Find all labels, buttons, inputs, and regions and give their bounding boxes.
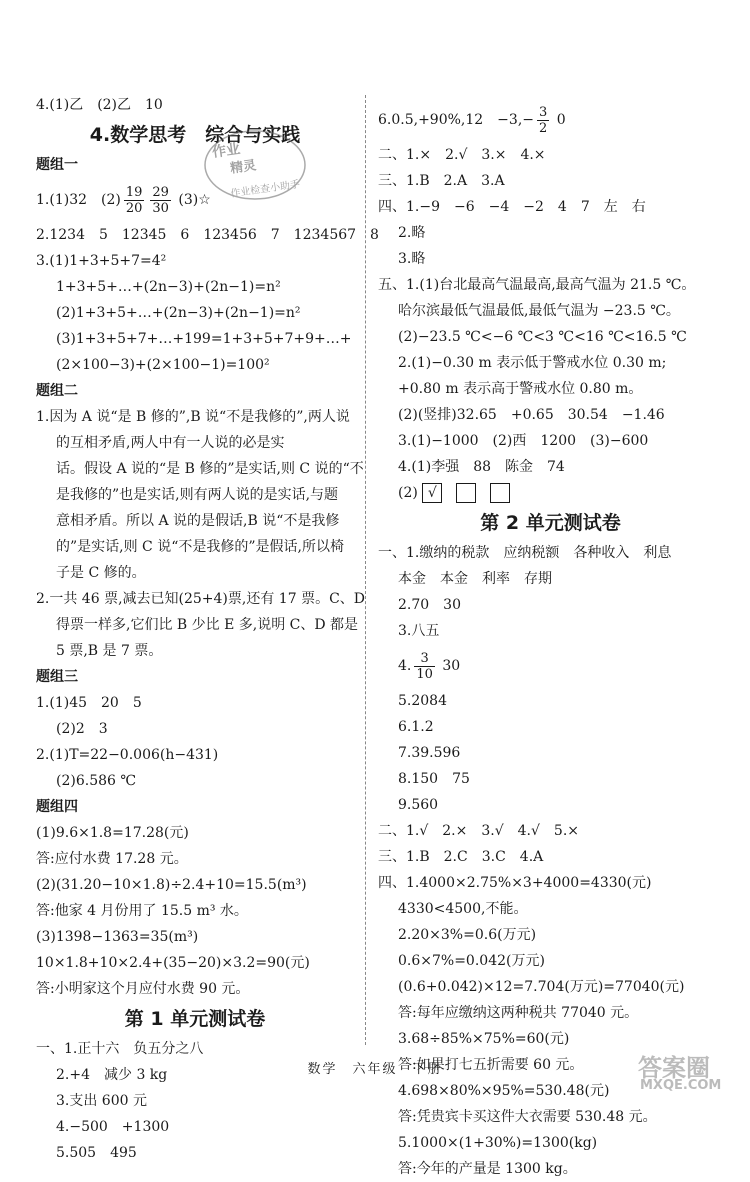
stamp-text: 作业 — [211, 141, 242, 161]
answer-line: 1.(1)45 20 5 — [36, 695, 142, 711]
watermark-text: 答案圈 — [638, 1054, 710, 1082]
answer-line: 2.+4 减少 3 kg — [56, 1067, 168, 1083]
fraction-denominator: 30 — [152, 200, 169, 216]
answer-line: 2.1234 5 12345 6 123456 7 1234567 8 — [36, 227, 379, 243]
answer-line: 2.(1)T=22−0.006(h−431) — [36, 747, 219, 763]
fraction — [537, 105, 549, 136]
right-column — [378, 98, 723, 1182]
group-title-1: 题组一 — [36, 157, 78, 173]
answer-line-fractions — [378, 644, 723, 688]
answer-line: 4.(1)李强 88 陈金 74 — [398, 459, 565, 475]
answer-line: 6.1.2 — [398, 719, 434, 735]
answer-line: 8.150 75 — [398, 771, 470, 787]
answer-line: 四、1.−9 −6 −4 −2 4 7 左 右 — [378, 199, 646, 215]
answer-line: (3)1398−1363=35(m³) — [36, 929, 199, 945]
answer-line: (2)1+3+5+…+(2n−3)+(2n−1)=n² — [56, 305, 301, 321]
answer-line: 3.(1)1+3+5+7=4² — [36, 253, 167, 269]
answer-line: 三、1.B 2.C 3.C 4.A — [378, 849, 544, 865]
answer-text: 0 — [556, 112, 566, 128]
answer-line: 二、1.× 2.√ 3.× 4.× — [378, 147, 546, 163]
answer-line: 1.因为 A 说“是 B 修的”,B 说“不是我修的”,两人说 — [36, 409, 350, 425]
fraction-numerator: 3 — [414, 651, 435, 667]
answer-text: (2) — [398, 485, 418, 501]
answer-line: 7.39.596 — [398, 745, 461, 761]
group-title-4: 题组四 — [36, 799, 78, 815]
fraction-denominator: 10 — [416, 666, 433, 682]
answer-line: 是我修的”也是实话,则有两人说的是实话,与题 — [56, 487, 339, 503]
answer-line: 四、1.4000×2.75%×3+4000=4330(元) — [378, 875, 652, 891]
answer-line: 3.68÷85%×75%=60(元) — [398, 1031, 570, 1047]
answer-line: 二、1.√ 2.× 3.√ 4.√ 5.× — [378, 823, 580, 839]
answer-text: (3)☆ — [178, 192, 211, 208]
fraction-denominator: 2 — [539, 120, 548, 136]
answer-text: 4. — [398, 658, 412, 674]
answer-line: 三、1.B 2.A 3.A — [378, 173, 505, 189]
group-title-3: 题组三 — [36, 669, 78, 685]
answer-line: 话。假设 A 说的“是 B 修的”是实话,则 C 说的“不 — [56, 461, 364, 477]
answer-line: 2.(1)−0.30 m 表示低于警戒水位 0.30 m; — [398, 355, 667, 371]
answer-line: (2)−23.5 ℃<−6 ℃<3 ℃<16 ℃<16.5 ℃ — [398, 329, 687, 345]
answer-line: 哈尔滨最低气温最低,最低气温为 −23.5 ℃。 — [398, 303, 680, 319]
answer-line: (1)9.6×1.8=17.28(元) — [36, 825, 189, 841]
answer-text: 6.0.5,+90%,12 −3,− — [378, 112, 535, 128]
answer-line: 答:如果打七五折需要 60 元。 — [398, 1057, 584, 1073]
answer-line: 3.(1)−1000 (2)西 1200 (3)−600 — [398, 433, 649, 449]
page-footer: 数学 六年级 下册 — [307, 1062, 443, 1077]
answer-line: 3.略 — [398, 251, 426, 267]
answer-line: (2)(31.20−10×1.8)÷2.4+10=15.5(m³) — [36, 877, 307, 893]
watermark-logo — [630, 1048, 740, 1096]
answer-line: 得票一样多,它们比 B 少比 E 多,说明 C、D 都是 — [56, 617, 359, 633]
unit1-title: 第 1 单元测试卷 — [124, 1008, 266, 1030]
answer-line: (0.6+0.042)×12=7.704(万元)=77040(元) — [398, 979, 685, 995]
fraction-numerator: 3 — [539, 104, 548, 120]
fraction — [414, 651, 435, 682]
answer-line: 5 票,B 是 7 票。 — [56, 643, 163, 659]
answer-text: 1.(1)32 (2) — [36, 192, 121, 208]
answer-line: 10×1.8+10×2.4+(35−20)×3.2=90(元) — [36, 955, 310, 971]
answer-line: 本金 本金 利率 存期 — [398, 571, 552, 587]
answer-line: 2.略 — [398, 225, 426, 241]
answer-line: 5.2084 — [398, 693, 447, 709]
answer-line: 一、1.缴纳的税款 应纳税额 各种收入 利息 — [378, 545, 672, 561]
answer-line-fractions — [378, 98, 723, 142]
answer-line: 意相矛盾。所以 A 说的是假话,B 说“不是我修 — [56, 513, 340, 529]
answer-line: 2.一共 46 票,减去已知(25+4)票,还有 17 票。C、D — [36, 591, 365, 607]
check-box — [490, 483, 510, 503]
fraction-numerator: 19 — [125, 184, 143, 200]
fraction-numerator: 29 — [152, 184, 169, 200]
answer-boxes — [378, 480, 723, 506]
answer-line: 答:小明家这个月应付水费 90 元。 — [36, 981, 250, 997]
check-box — [456, 483, 476, 503]
answer-line: 0.6×7%=0.042(万元) — [398, 953, 545, 969]
answer-line: 答:应付水费 17.28 元。 — [36, 851, 188, 867]
answer-line: 4330<4500,不能。 — [398, 901, 528, 917]
answer-line: (2)2 3 — [56, 721, 108, 737]
stamp-text: 作业检查小助手 — [229, 179, 301, 200]
answer-line: 5.1000×(1+30%)=1300(kg) — [398, 1135, 598, 1151]
answer-line: 的互相矛盾,两人中有一人说的必是实 — [56, 435, 285, 451]
answer-line: 2.70 30 — [398, 597, 461, 613]
fraction — [150, 185, 171, 216]
answer-line: 9.560 — [398, 797, 439, 813]
answer-line: +0.80 m 表示高于警戒水位 0.80 m。 — [398, 381, 643, 397]
answer-line: 答:凭贵宾卡买这件大衣需要 530.48 元。 — [398, 1109, 657, 1125]
answer-line: 5.505 495 — [56, 1145, 137, 1161]
answer-line: 答:他家 4 月份用了 15.5 m³ 水。 — [36, 903, 248, 919]
answer-line: 答:每年应缴纳这两种税共 77040 元。 — [398, 1005, 639, 1021]
stamp-text: 精灵 — [229, 158, 258, 177]
answer-line: 2.20×3%=0.6(万元) — [398, 927, 537, 943]
answer-text: 30 — [442, 658, 461, 674]
answer-line: (2×100−3)+(2×100−1)=100² — [56, 357, 270, 373]
unit2-title: 第 2 单元测试卷 — [480, 512, 621, 534]
answer-line: 子是 C 修的。 — [56, 565, 146, 581]
answer-line: 4.−500 +1300 — [56, 1119, 170, 1135]
check-box: √ — [422, 483, 442, 503]
answer-line: (3)1+3+5+7+…+199=1+3+5+7+9+…+ — [56, 331, 352, 347]
answer-line-fractions — [36, 178, 354, 222]
fraction-denominator: 20 — [125, 200, 143, 216]
answer-line: 一、1.正十六 负五分之八 — [36, 1041, 204, 1057]
answer-line: 4.(1)乙 (2)乙 10 — [36, 97, 163, 113]
answer-line: 五、1.(1)台北最高气温最高,最高气温为 21.5 ℃。 — [378, 277, 696, 293]
watermark-text: MXQE.COM — [640, 1078, 722, 1093]
answer-line: 1+3+5+…+(2n−3)+(2n−1)=n² — [56, 279, 281, 295]
fraction — [124, 185, 145, 216]
answer-line: 3.八五 — [398, 623, 440, 639]
group-title-2: 题组二 — [36, 383, 78, 399]
answer-line: 答:今年的产量是 1300 kg。 — [398, 1161, 577, 1177]
answer-line: 的”是实话,则 C 说“不是我修的”是假话,所以椅 — [56, 539, 344, 555]
answer-line: 3.支出 600 元 — [56, 1093, 147, 1109]
answer-line: 4.698×80%×95%=530.48(元) — [398, 1083, 610, 1099]
answer-line: (2)6.586 ℃ — [56, 773, 137, 789]
answer-line: (2)(竖排)32.65 +0.65 30.54 −1.46 — [398, 407, 665, 423]
section-title: 4.数学思考 综合与实践 — [89, 124, 301, 146]
